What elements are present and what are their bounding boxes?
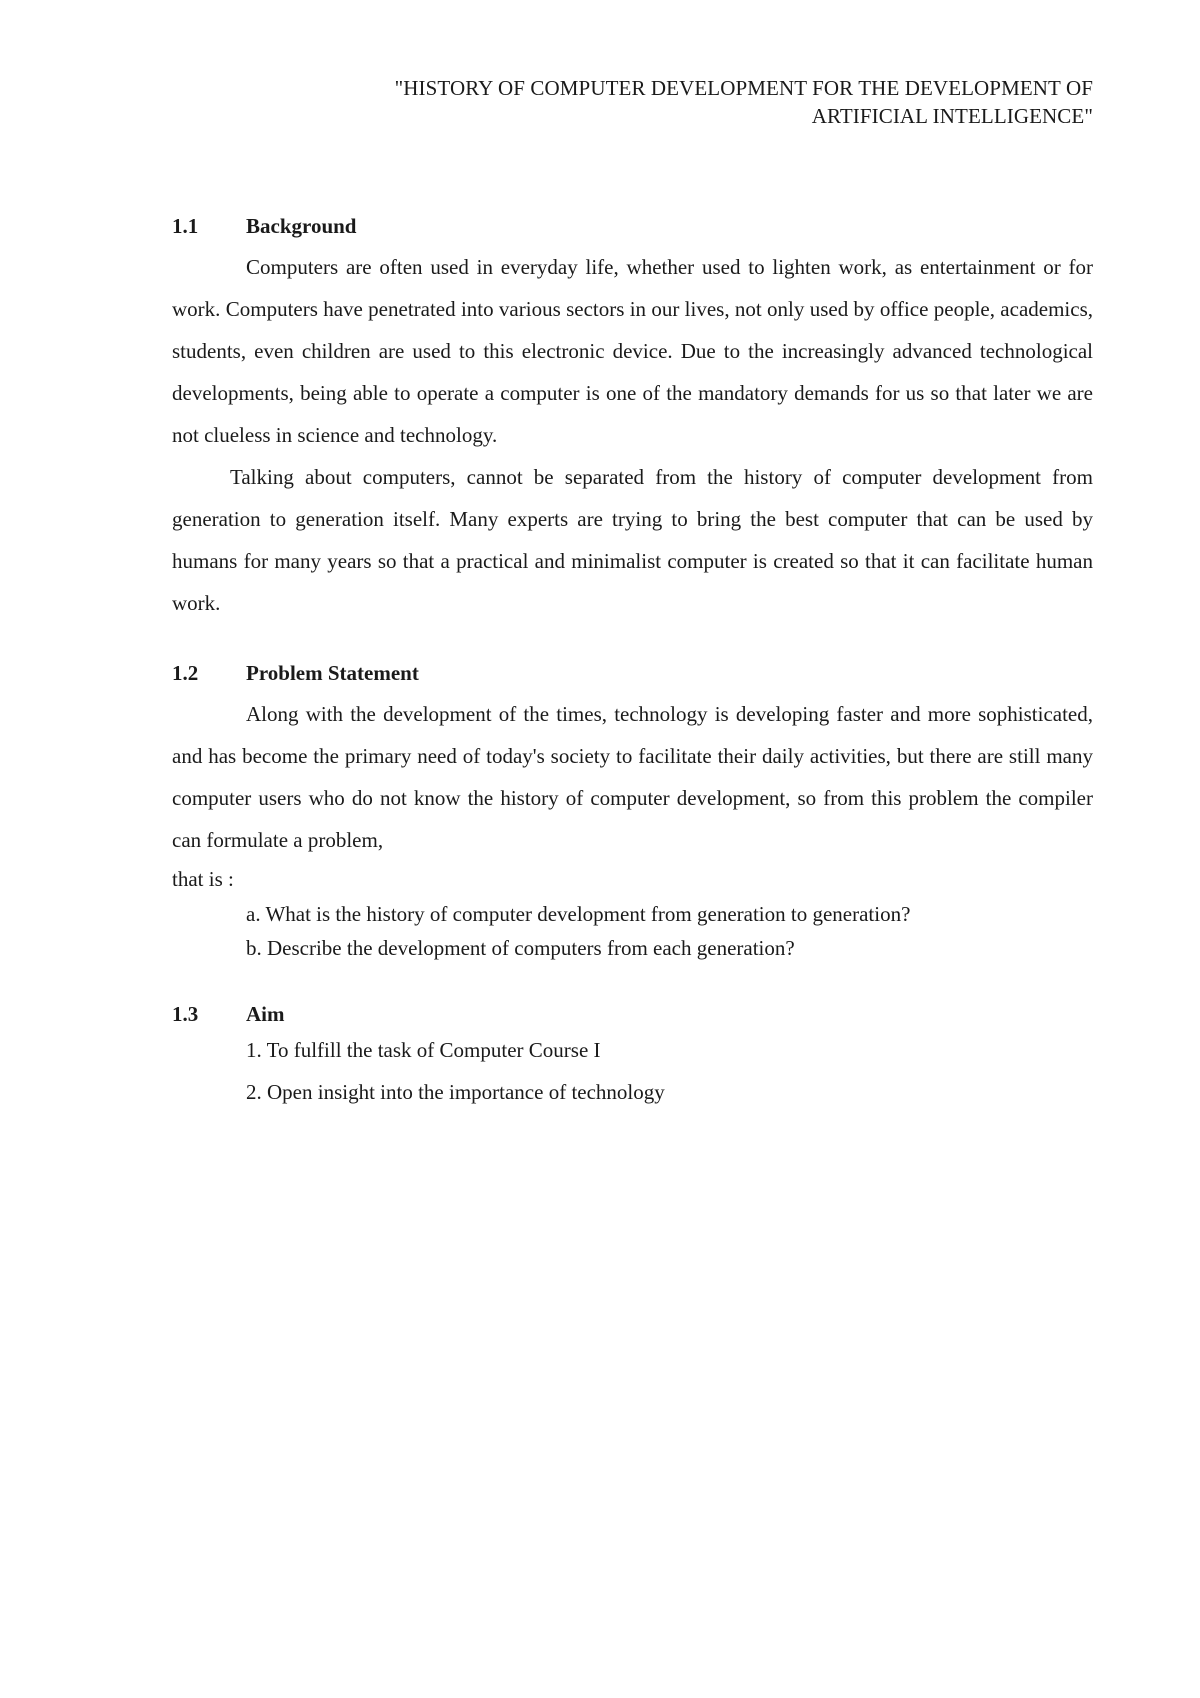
section-title: Background (246, 214, 357, 238)
section-number: 1.3 (172, 1002, 199, 1026)
section-title: Problem Statement (246, 661, 419, 685)
document-body (172, 211, 1093, 1113)
section-heading-background (172, 211, 1093, 241)
section-heading-problem-statement (172, 658, 1093, 688)
document-title-line-2: ARTIFICIAL INTELLIGENCE" (811, 104, 1093, 128)
background-paragraph-2: Talking about computers, cannot be separated from the history of computer development from generation to generation itself. Many experts are trying to bring the best computer that can be used by humans for many years so that a practical and minimalist computer is created so that it can facilitate human work. (172, 465, 1093, 615)
list-item: 1. To fulfill the task of Computer Course I (246, 1038, 601, 1062)
background-paragraph-1: Computers are often used in everyday life, whether used to lighten work, as entertainment or for work. Computers have penetrated into various sectors in our lives, not only used by office people, academics, students, even children are used to this electronic device. Due to the increasingly advanced technological developments, being able to operate a computer is one of the mandatory demands for us so that later we are not clueless in science and technology. (172, 255, 1093, 447)
list-item: a. What is the history of computer development from generation to generation? (246, 902, 911, 926)
problem-statement-lead-in: that is : (172, 867, 234, 891)
problem-statement-paragraph: Along with the development of the times, technology is developing faster and more sophisticated, and has become the primary need of today's society to facilitate their daily activities, but there are still many computer users who do not know the history of computer development, so from this problem the compiler can formulate a problem, (172, 702, 1093, 852)
section-problem-statement (172, 658, 1093, 965)
document-title-line-1: "HISTORY OF COMPUTER DEVELOPMENT FOR THE DEVELOPMENT OF (394, 76, 1093, 100)
section-heading-aim (172, 999, 1093, 1029)
section-number: 1.1 (172, 214, 199, 238)
list-item: 2. Open insight into the importance of technology (246, 1080, 665, 1104)
section-background (172, 211, 1093, 624)
list-item: b. Describe the development of computers from each generation? (246, 936, 795, 960)
section-number: 1.2 (172, 661, 199, 685)
section-title: Aim (246, 1002, 285, 1026)
document-title (193, 74, 1093, 130)
section-aim (172, 999, 1093, 1113)
